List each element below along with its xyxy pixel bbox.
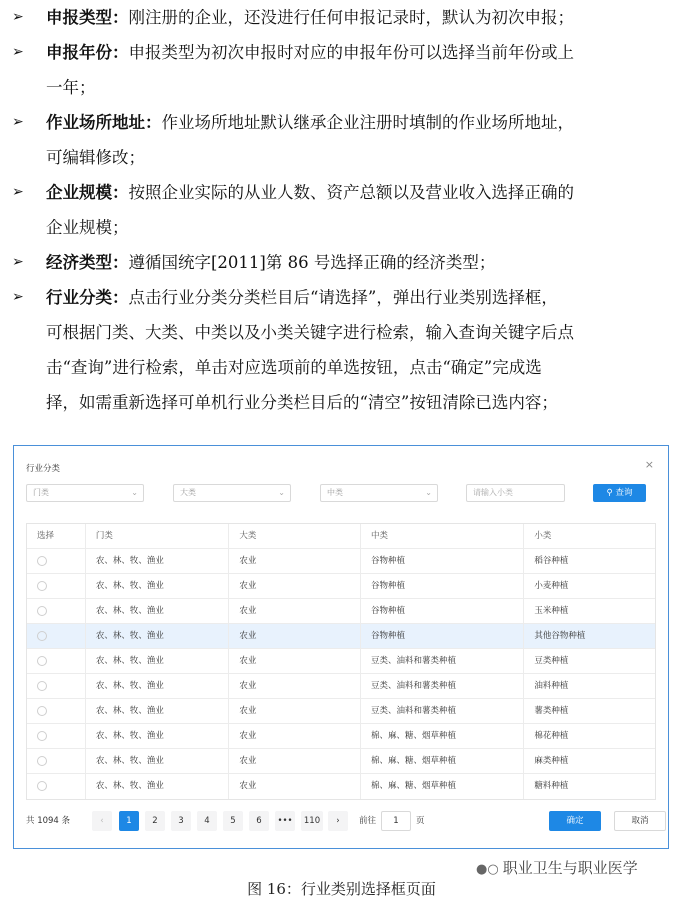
cell-zhonglei: 棉、麻、糖、烟草种植 (361, 724, 524, 748)
bullet-text: 企业规模； (46, 218, 129, 237)
cancel-button[interactable]: 取消 (614, 811, 666, 831)
bullet-text: 按照企业实际的从业人数、资产总额以及营业收入选择正确的 (128, 183, 574, 202)
arrow-bullet-icon: ➢ (12, 44, 24, 60)
table-row[interactable] (27, 549, 655, 574)
cell-dalei: 农业 (229, 624, 361, 648)
cell-menlei: 农、林、牧、渔业 (86, 574, 230, 598)
table-row[interactable] (27, 574, 655, 599)
row-select-cell (27, 774, 86, 799)
next-page-button[interactable]: › (328, 811, 348, 831)
bullet-text: 择，如需重新选择可单机行业分类栏目后的“清空”按钮清除已选内容； (46, 393, 558, 412)
cell-menlei: 农、林、牧、渔业 (86, 649, 230, 673)
bullet-enterprise-scale (12, 175, 672, 245)
bullet-workplace-address (12, 105, 672, 175)
xiaolei-input[interactable]: 请输入小类 (466, 484, 565, 502)
cell-menlei: 农、林、牧、渔业 (86, 599, 230, 623)
radio-button[interactable] (37, 606, 47, 616)
column-header-dalei: 大类 (229, 524, 361, 548)
cell-dalei: 农业 (229, 774, 361, 799)
query-button[interactable] (593, 484, 646, 502)
radio-button[interactable] (37, 581, 47, 591)
cell-menlei: 农、林、牧、渔业 (86, 699, 230, 723)
goto-page-input[interactable]: 1 (381, 811, 411, 831)
cell-xiaolei: 玉米种植 (534, 606, 569, 616)
cell-menlei: 农、林、牧、渔业 (86, 774, 230, 799)
column-header-menlei: 门类 (86, 524, 230, 548)
cell-dalei: 农业 (229, 599, 361, 623)
bullet-text: 点击行业分类分类栏目后“请选择”，弹出行业类别选择框， (128, 288, 558, 307)
bullet-text: 可编辑修改； (46, 148, 145, 167)
bullet-term: 申报年份： (46, 43, 129, 62)
cell-zhonglei: 谷物种植 (361, 549, 524, 573)
chevron-down-icon: ⌄ (425, 488, 432, 497)
goto-suffix: 页 (416, 816, 425, 826)
cell-zhonglei: 谷物种植 (361, 624, 524, 648)
cell-xiaolei: 小麦种植 (534, 581, 569, 591)
dialog-title: 行业分类 (26, 464, 61, 474)
table-row[interactable] (27, 674, 655, 699)
cell-zhonglei: 豆类、油料和薯类种植 (361, 674, 524, 698)
zhonglei-select-value: 中类 (327, 488, 343, 497)
cell-dalei: 农业 (229, 574, 361, 598)
cell-dalei: 农业 (229, 699, 361, 723)
arrow-bullet-icon: ➢ (12, 289, 24, 305)
row-select-cell (27, 649, 86, 673)
bullet-list (12, 0, 672, 420)
page-button-110[interactable]: 110 (301, 811, 323, 831)
column-header-select: 选择 (27, 524, 86, 548)
radio-button[interactable] (37, 731, 47, 741)
menlei-select-value: 门类 (33, 488, 49, 497)
goto-label: 前往 (359, 816, 377, 826)
watermark-text: 职业卫生与职业医学 (502, 859, 638, 877)
cell-dalei: 农业 (229, 749, 361, 773)
cell-menlei: 农、林、牧、渔业 (86, 624, 230, 648)
bullet-text: 刚注册的企业，还没进行任何申报记录时，默认为初次申报； (128, 8, 574, 27)
table-row[interactable] (27, 749, 655, 774)
page-button-6[interactable]: 6 (249, 811, 269, 831)
row-select-cell (27, 674, 86, 698)
radio-button[interactable] (37, 781, 47, 791)
bullet-industry-category (12, 280, 672, 420)
prev-page-button[interactable]: ‹ (92, 811, 112, 831)
query-button-label: 查询 (615, 488, 633, 498)
cell-xiaolei: 麻类种植 (534, 756, 569, 766)
cell-dalei: 农业 (229, 649, 361, 673)
table-row[interactable] (27, 649, 655, 674)
wechat-icon: ●○ (476, 862, 499, 877)
zhonglei-select[interactable] (320, 484, 438, 502)
table-header (27, 524, 655, 549)
row-select-cell (27, 624, 86, 648)
radio-button[interactable] (37, 656, 47, 666)
cell-zhonglei: 棉、麻、糖、烟草种植 (361, 749, 524, 773)
radio-button[interactable] (37, 756, 47, 766)
industry-category-dialog (13, 445, 669, 849)
table-row[interactable] (27, 699, 655, 724)
cell-dalei: 农业 (229, 674, 361, 698)
page-button-5[interactable]: 5 (223, 811, 243, 831)
row-select-cell (27, 549, 86, 573)
table-row-highlighted[interactable] (27, 624, 655, 649)
menlei-select[interactable] (26, 484, 144, 502)
row-select-cell (27, 724, 86, 748)
table-row[interactable] (27, 599, 655, 624)
radio-button[interactable] (37, 631, 47, 641)
bullet-term: 行业分类： (46, 288, 129, 307)
bullet-term: 申报类型： (46, 8, 129, 27)
page-button-1[interactable]: 1 (119, 811, 139, 831)
cell-menlei: 农、林、牧、渔业 (86, 724, 230, 748)
cell-xiaolei: 稻谷种植 (534, 556, 569, 566)
radio-button[interactable] (37, 706, 47, 716)
total-count: 共 1094 条 (26, 816, 71, 826)
bullet-text: 作业场所地址默认继承企业注册时填制的作业场所地址， (161, 113, 574, 132)
close-icon[interactable]: × (644, 458, 654, 471)
page-button-4[interactable]: 4 (197, 811, 217, 831)
cell-xiaolei: 豆类种植 (534, 656, 569, 666)
filter-bar (26, 484, 656, 502)
cell-zhonglei: 豆类、油料和薯类种植 (361, 699, 524, 723)
dalei-select[interactable] (173, 484, 291, 502)
cell-menlei: 农、林、牧、渔业 (86, 674, 230, 698)
bullet-term: 作业场所地址： (46, 113, 162, 132)
bullet-text: 可根据门类、大类、中类以及小类关键字进行检索，输入查询关键字后点 (46, 323, 574, 342)
search-icon: ⚲ (606, 488, 613, 498)
arrow-bullet-icon: ➢ (12, 254, 24, 270)
bullet-term: 企业规模： (46, 183, 129, 202)
radio-button[interactable] (37, 556, 47, 566)
arrow-bullet-icon: ➢ (12, 114, 24, 130)
cell-zhonglei: 豆类、油料和薯类种植 (361, 649, 524, 673)
table-row[interactable] (27, 724, 655, 749)
column-header-xiaolei: 小类 (534, 531, 552, 541)
cell-dalei: 农业 (229, 724, 361, 748)
row-select-cell (27, 574, 86, 598)
more-pages-icon[interactable]: ••• (275, 811, 295, 831)
dalei-select-value: 大类 (180, 488, 196, 497)
chevron-down-icon: ⌄ (278, 488, 285, 497)
arrow-bullet-icon: ➢ (12, 184, 24, 200)
cell-dalei: 农业 (229, 549, 361, 573)
pagination (26, 811, 656, 831)
bullet-term: 经济类型： (46, 253, 129, 272)
cell-xiaolei: 糖料种植 (534, 781, 569, 791)
bullet-economic-type (12, 245, 672, 280)
cell-menlei: 农、林、牧、渔业 (86, 549, 230, 573)
industry-table (26, 523, 656, 800)
bullet-report-year (12, 35, 672, 105)
confirm-button[interactable]: 确定 (549, 811, 601, 831)
bullet-text: 遵循国统字[2011]第 86 号选择正确的经济类型； (128, 253, 496, 272)
chevron-down-icon: ⌄ (131, 488, 138, 497)
row-select-cell (27, 599, 86, 623)
bullet-report-type (12, 0, 672, 35)
cell-zhonglei: 谷物种植 (361, 599, 524, 623)
arrow-bullet-icon: ➢ (12, 9, 24, 25)
page-button-3[interactable]: 3 (171, 811, 191, 831)
cell-menlei: 农、林、牧、渔业 (86, 749, 230, 773)
cell-xiaolei: 油料种植 (534, 681, 569, 691)
page-button-2[interactable]: 2 (145, 811, 165, 831)
figure-caption: 图 16：行业类别选择框页面 (247, 880, 436, 898)
row-select-cell (27, 749, 86, 773)
column-header-zhonglei: 中类 (361, 524, 524, 548)
cell-xiaolei: 薯类种植 (534, 706, 569, 716)
bullet-text: 申报类型为初次申报时对应的申报年份可以选择当前年份或上 (128, 43, 574, 62)
cell-xiaolei: 其他谷物种植 (534, 631, 586, 641)
table-row[interactable] (27, 774, 655, 799)
radio-button[interactable] (37, 681, 47, 691)
bullet-text: 一年； (46, 78, 96, 97)
row-select-cell (27, 699, 86, 723)
cell-xiaolei: 棉花种植 (534, 731, 569, 741)
bullet-text: 击“查询”进行检索，单击对应选项前的单选按钮，点击“确定”完成选 (46, 358, 542, 377)
cell-zhonglei: 棉、麻、糖、烟草种植 (361, 774, 524, 799)
cell-zhonglei: 谷物种植 (361, 574, 524, 598)
watermark (476, 857, 638, 878)
